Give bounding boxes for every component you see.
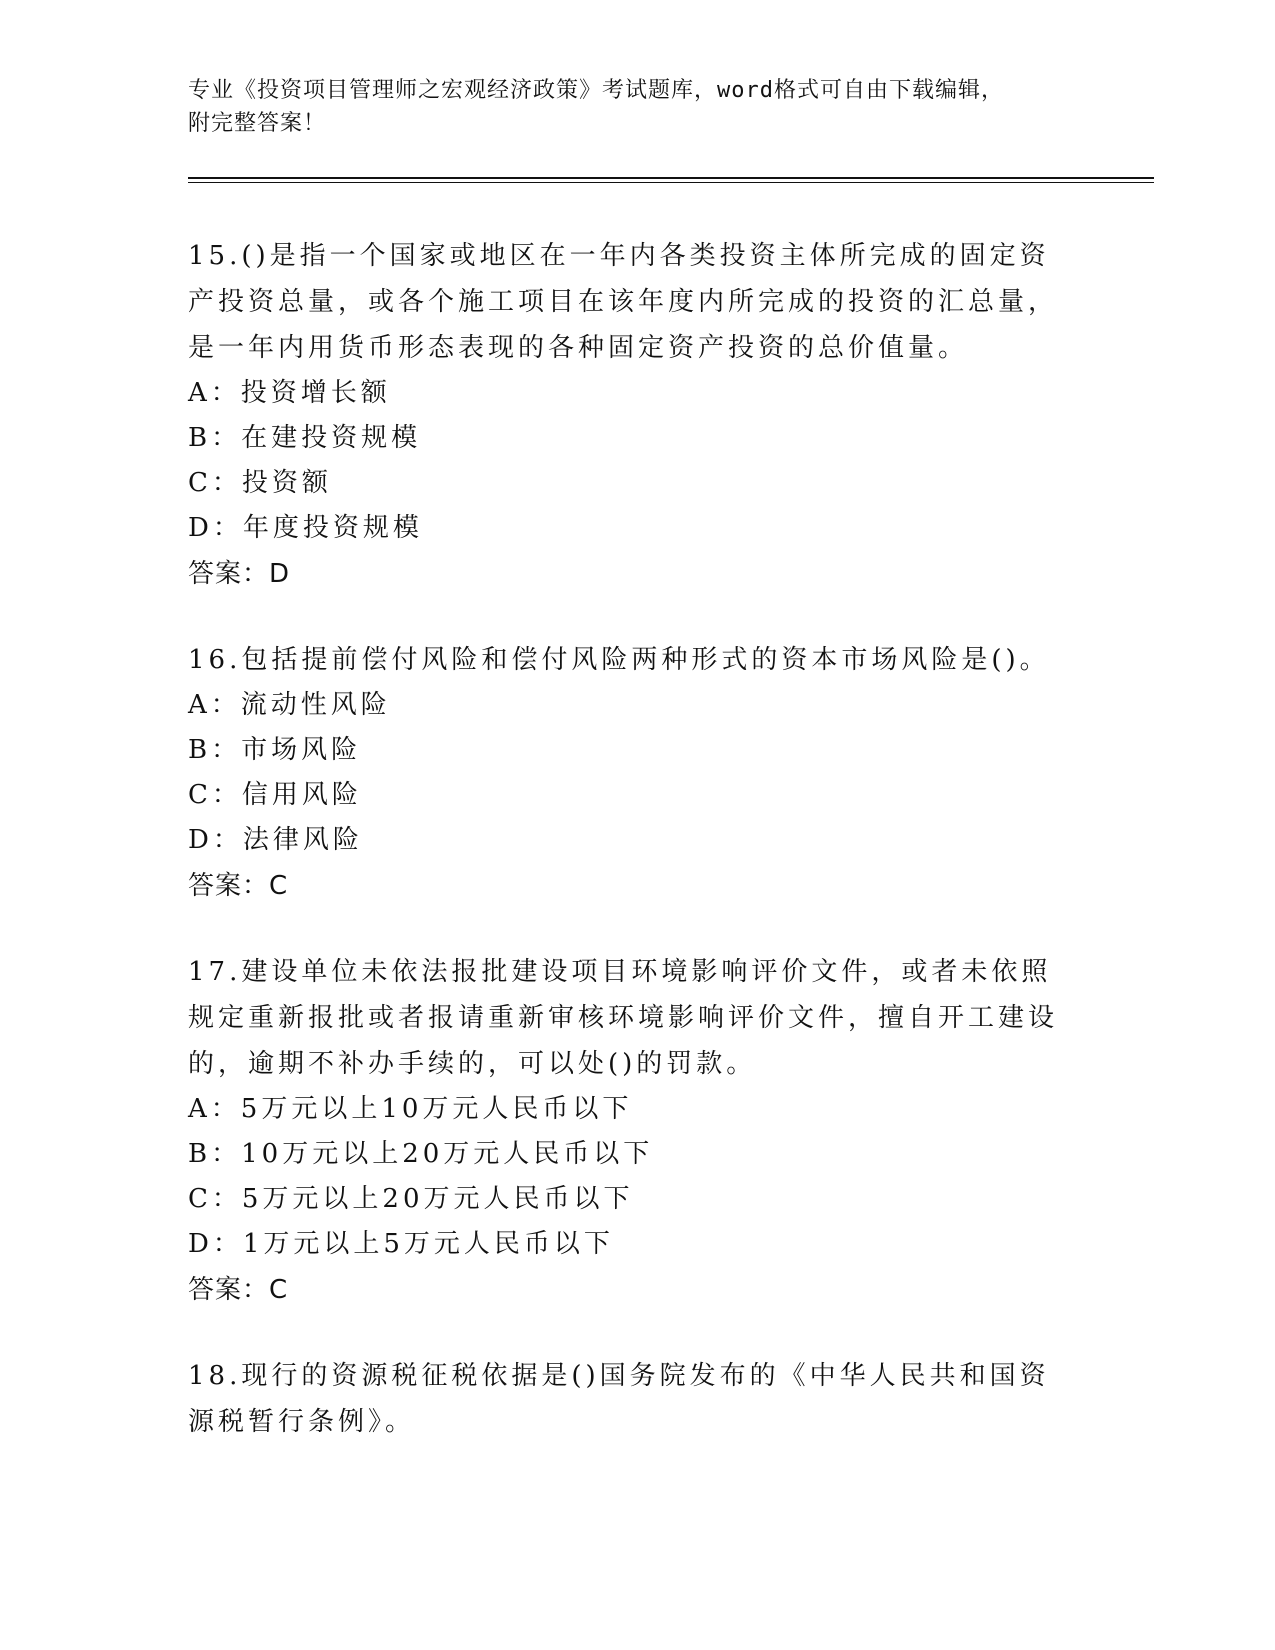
option-a: A：5万元以上10万元人民币以下	[188, 1094, 633, 1124]
header-divider-thick	[188, 177, 1154, 179]
question-15	[188, 233, 1068, 597]
answer-line: 答案：C	[188, 1275, 289, 1305]
answer-line: 答案：C	[188, 871, 289, 901]
question-17	[188, 949, 1068, 1313]
question-stem: 17.建设单位未依法报批建设项目环境影响评价文件，或者未依照规定重新报批或者报请重新审核环境影响评价文件，擅自开工建设的，逾期不补办手续的，可以处()的罚款。	[188, 957, 1059, 1079]
document-header	[188, 74, 1068, 140]
option-c: C：投资额	[188, 468, 332, 498]
question-stem: 15.()是指一个国家或地区在一年内各类投资主体所完成的固定资产投资总量，或各个施工项目在该年度内所完成的投资的汇总量，是一年内用货币形态表现的各种固定资产投资的总价值量。	[188, 241, 1059, 363]
option-a: A：流动性风险	[188, 690, 391, 720]
option-c: C：5万元以上20万元人民币以下	[188, 1184, 634, 1214]
option-d: D：1万元以上5万元人民币以下	[188, 1229, 614, 1259]
question-16	[188, 637, 1068, 909]
question-stem: 18.现行的资源税征税依据是()国务院发布的《中华人民共和国资源税暂行条例》。	[188, 1361, 1050, 1437]
option-b: B：在建投资规模	[188, 423, 422, 453]
option-c: C：信用风险	[188, 780, 362, 810]
question-stem: 16.包括提前偿付风险和偿付风险两种形式的资本市场风险是()。	[188, 645, 1050, 675]
header-line-1: 专业《投资项目管理师之宏观经济政策》考试题库，word格式可自由下载编辑，	[188, 78, 1004, 103]
option-d: D：法律风险	[188, 825, 363, 855]
answer-line: 答案：D	[188, 559, 291, 589]
question-18	[188, 1353, 1068, 1445]
option-a: A：投资增长额	[188, 378, 391, 408]
header-line-2: 附完整答案！	[188, 111, 327, 136]
header-divider-thin	[188, 182, 1154, 183]
option-d: D：年度投资规模	[188, 513, 423, 543]
option-b: B：10万元以上20万元人民币以下	[188, 1139, 654, 1169]
question-list	[188, 233, 1068, 1485]
option-b: B：市场风险	[188, 735, 362, 765]
